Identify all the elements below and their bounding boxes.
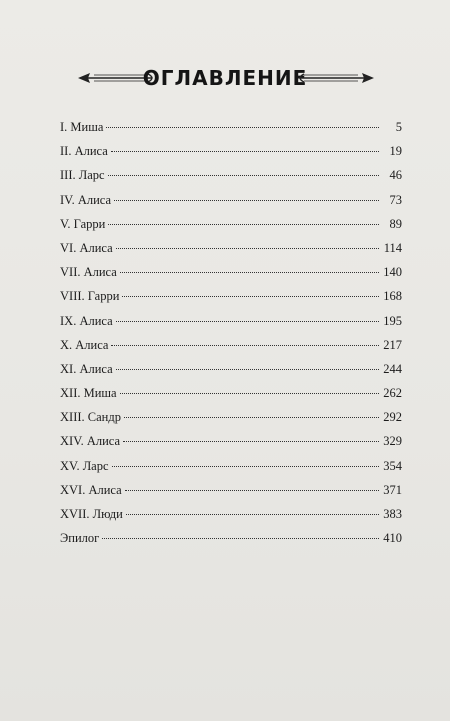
toc-entry-title: IX. Алиса	[60, 313, 113, 328]
toc-entry-page: 89	[389, 216, 402, 231]
dot-leader	[108, 224, 379, 225]
dot-leader	[111, 151, 379, 152]
toc-entry[interactable]	[60, 115, 402, 139]
toc-entry[interactable]	[60, 502, 402, 526]
toc-entry-title: XII. Миша	[60, 386, 117, 401]
toc-entry-title: XVI. Алиса	[60, 482, 122, 497]
dot-leader	[120, 393, 379, 394]
dot-leader	[111, 345, 379, 346]
toc-entry-page: 140	[383, 265, 402, 280]
toc-entry-title: VIII. Гарри	[60, 289, 120, 304]
dot-leader	[112, 466, 379, 467]
toc-entry-page: 19	[389, 144, 402, 159]
dot-leader	[116, 369, 379, 370]
dot-leader	[116, 248, 379, 249]
dot-leader	[126, 514, 379, 515]
toc-entry-title: XVII. Люди	[60, 507, 123, 521]
toc-entry[interactable]	[60, 429, 402, 453]
toc-entry[interactable]	[60, 188, 402, 212]
toc-entry-page: 354	[383, 458, 402, 473]
toc-entry-title: VI. Алиса	[60, 240, 113, 255]
toc-entry[interactable]	[60, 212, 402, 236]
toc-entry[interactable]	[60, 163, 402, 187]
table-of-contents	[60, 115, 402, 550]
toc-entry[interactable]	[60, 284, 402, 308]
dot-leader	[122, 296, 379, 297]
toc-entry-page: 371	[383, 482, 402, 497]
toc-entry-page: 217	[383, 337, 402, 352]
toc-entry-title: V. Гарри	[60, 216, 106, 231]
toc-entry-page: 244	[383, 361, 402, 376]
toc-entry-page: 114	[383, 240, 402, 255]
toc-entry-page: 5	[395, 120, 402, 134]
toc-entry-title: II. Алиса	[60, 144, 108, 159]
dot-leader	[125, 490, 379, 491]
toc-entry[interactable]	[60, 357, 402, 381]
toc-entry[interactable]	[60, 478, 402, 502]
toc-entry[interactable]	[60, 526, 402, 550]
toc-entry-title: III. Ларс	[60, 168, 105, 183]
dot-leader	[102, 538, 379, 539]
toc-entry-title: Эпилог	[60, 531, 100, 546]
toc-entry[interactable]	[60, 381, 402, 405]
dot-leader	[120, 272, 379, 273]
toc-entry-page: 329	[383, 434, 402, 449]
toc-entry[interactable]	[60, 405, 402, 429]
toc-entry-title: I. Миша	[60, 120, 104, 134]
toc-entry-title: XV. Ларс	[60, 458, 109, 473]
toc-entry[interactable]	[60, 333, 402, 357]
toc-entry-title: XIV. Алиса	[60, 434, 121, 449]
toc-entry-page: 195	[383, 313, 402, 328]
toc-entry-page: 383	[383, 507, 402, 521]
dot-leader	[108, 175, 379, 176]
toc-entry[interactable]	[60, 260, 402, 284]
dot-leader	[106, 127, 379, 128]
toc-entry[interactable]	[60, 454, 402, 478]
toc-entry-title: IV. Алиса	[60, 192, 112, 207]
toc-entry-title: X. Алиса	[60, 337, 109, 352]
toc-entry[interactable]	[60, 139, 402, 163]
toc-header	[0, 62, 450, 94]
dot-leader	[116, 321, 379, 322]
dot-leader	[124, 417, 379, 418]
right-ornament-icon	[296, 70, 376, 86]
toc-entry-title: XIII. Сандр	[60, 410, 121, 425]
toc-entry-page: 168	[383, 289, 402, 304]
page-title: ОГЛАВЛЕНИЕ	[142, 66, 308, 90]
toc-entry-title: XI. Алиса	[60, 361, 113, 376]
dot-leader	[114, 200, 379, 201]
toc-entry-page: 410	[383, 531, 402, 546]
toc-entry-page: 262	[383, 386, 402, 401]
toc-entry-page: 292	[383, 410, 402, 425]
toc-entry[interactable]	[60, 309, 402, 333]
toc-entry-page: 46	[389, 168, 402, 183]
toc-entry-title: VII. Алиса	[60, 265, 117, 280]
toc-entry-page: 73	[389, 192, 402, 207]
toc-entry[interactable]	[60, 236, 402, 260]
dot-leader	[123, 441, 379, 442]
